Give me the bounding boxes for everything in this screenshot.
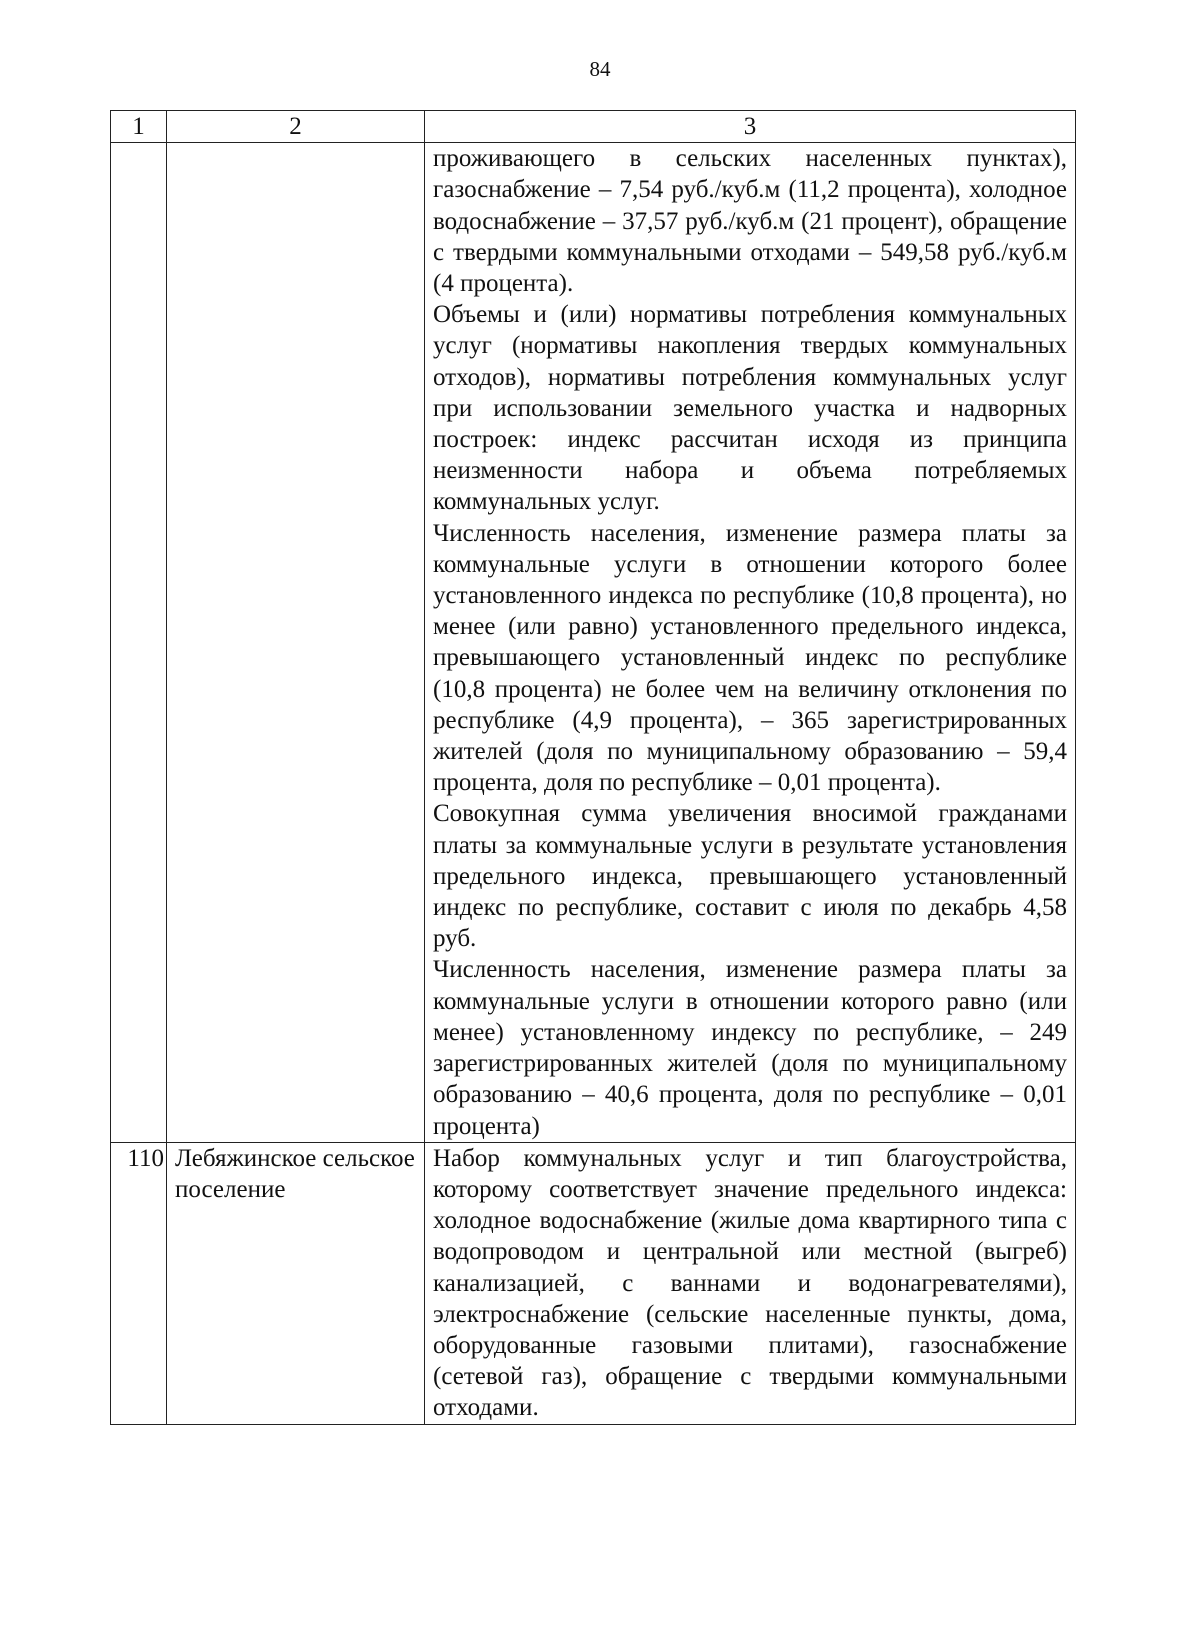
row-name-cell [167,143,425,1143]
paragraph-population-above: Численность населения, изменение размера платы за коммунальные услуги в отношении которого более установленного индекса по республике (10,8 процента), но менее (или равно) установленного предельного индекса, превышающего установленный индекс по республике (10,8 процента) не более чем на величину отклонения по республике (4,9 процента), – 365 зарегистрированных жителей (доля по муниципальному образованию – 59,4 процента, доля по республике – 0,01 процента). [433,519,1067,797]
paragraph-volumes: Объемы и (или) нормативы потребления коммунальных услуг (нормативы накопления твердых коммунальных отходов), нормативы потребления коммунальных услуг при использовании земельного участка и надворных построек: индекс рассчитан исходя из принципа неизменности набора и объема потребляемых коммунальных услуг. [433,301,1067,516]
row-number-cell: 110 [111,1142,167,1424]
column-header-3: 3 [425,111,1076,143]
table-row [111,1142,1076,1424]
data-table [110,110,1076,1425]
paragraph-total-increase: Совокупная сумма увеличения вносимой гражданами платы за коммунальные услуги в результате установления предельного индекса, превышающего установленный индекс по республике, составит с июля по декабрь 4,58 руб. [433,800,1067,953]
row-name-cell: Лебяжинское сельское поселение [167,1142,425,1424]
row-text-cell [425,143,1076,1143]
table-header-row [111,111,1076,143]
paragraph-utility-set: Набор коммунальных услуг и тип благоустройства, которому соответствует значение предельного индекса: холодное водоснабжение (жилые дома квартирного типа с водопроводом и центральной или местной (выгреб) канализацией, с ваннами и водонагревателями), электроснабжение (сельские населенные пункты, дома, оборудованные газовыми плитами), газоснабжение (сетевой газ), обращение с твердыми коммунальными отходами. [433,1144,1067,1422]
column-header-1: 1 [111,111,167,143]
table-row [111,143,1076,1143]
page-number: 84 [589,57,611,81]
row-text-cell [425,1142,1076,1424]
row-number-cell [111,143,167,1143]
paragraph-tariffs: проживающего в сельских населенных пунктах), газоснабжение – 7,54 руб./куб.м (11,2 процента), холодное водоснабжение – 37,57 руб./куб.м (21 процент), обращение с твердыми коммунальными отходами – 549,58 руб./куб.м (4 процента). [433,145,1067,298]
column-header-2: 2 [167,111,425,143]
paragraph-population-equal: Численность населения, изменение размера платы за коммунальные услуги в отношении которого равно (или менее) установленному индексу по республике, – 249 зарегистрированных жителей (доля по муниципальному образованию – 40,6 процента, доля по республике – 0,01 процента) [433,956,1067,1140]
